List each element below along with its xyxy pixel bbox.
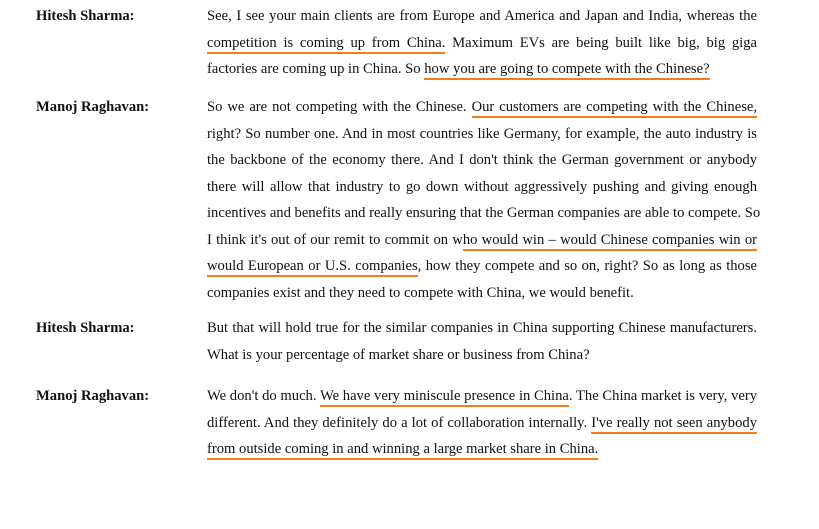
- text-segment: Maximum EVs are being built like big, big giga: [445, 34, 757, 51]
- highlighted-phrase: We have very miniscule presence in China: [320, 388, 569, 407]
- text-line: [207, 200, 761, 227]
- text-segment: What is your percentage of market share or business from China?: [207, 346, 590, 363]
- text-segment: But that will hold true for the similar companies in China supporting Chinese manufacturers.: [207, 320, 757, 336]
- text-segment: right? So number one. And in most countries like Germany, for example, the auto industry is: [207, 125, 757, 142]
- speech-text: [207, 383, 757, 463]
- speech-text: [207, 3, 757, 83]
- text-segment: incentives and benefits and really ensuring that the German companies are able to compete. So: [207, 205, 761, 221]
- text-line: [207, 3, 757, 30]
- speaker-name: Manoj Raghavan:: [36, 388, 150, 404]
- text-segment: See, I see your main clients are from Europe and America and Japan and India, whereas the: [207, 8, 757, 24]
- text-line: [207, 94, 757, 121]
- speaker-name: Hitesh Sharma:: [36, 8, 135, 24]
- text-segment: We don't do much.: [207, 388, 320, 404]
- text-line: [207, 315, 757, 342]
- highlighted-phrase: ho would win – would Chinese companies win or: [463, 232, 757, 251]
- text-line: [207, 436, 757, 463]
- text-line: [207, 383, 757, 410]
- text-segment: different. And they definitely do a lot of collaboration internally.: [207, 414, 592, 431]
- text-line: [207, 174, 757, 201]
- text-line: [207, 410, 757, 437]
- text-line: [207, 147, 757, 174]
- text-segment: . The China market is very, very: [568, 388, 757, 404]
- text-segment: companies exist and they need to compete with China, we would benefit.: [207, 284, 634, 301]
- text-line: [207, 342, 757, 369]
- highlighted-phrase: from outside coming in and winning a large market share in China.: [207, 441, 598, 460]
- speaker-name: Hitesh Sharma:: [36, 320, 135, 336]
- speech-text: [207, 94, 761, 306]
- text-segment: factories are coming up in China. So: [207, 61, 425, 77]
- text-segment: there will allow that industry to go down without aggressively pushing and giving enough: [207, 178, 757, 195]
- text-segment: So we are not competing with the Chinese.: [207, 99, 472, 115]
- highlighted-phrase: I've really not seen anybody: [591, 415, 757, 434]
- text-line: [207, 253, 757, 280]
- text-segment: , how they compete and so on, right? So as long as those: [417, 258, 757, 274]
- text-segment: I think it's out of our remit to commit on w: [207, 231, 463, 248]
- highlighted-phrase: Our customers are competing with the Chinese,: [472, 99, 757, 118]
- speaker-name: Manoj Raghavan:: [36, 99, 150, 115]
- text-line: [207, 121, 757, 148]
- text-line: [207, 56, 757, 83]
- highlighted-phrase: would European or U.S. companies: [207, 258, 418, 277]
- text-line: [207, 30, 757, 57]
- highlighted-phrase: competition is coming up from China.: [207, 35, 445, 54]
- text-line: [207, 280, 757, 307]
- text-segment: the backbone of the economy there. And I don't think the German government or anybody: [207, 152, 757, 168]
- text-line: [207, 227, 757, 254]
- speech-text: [207, 315, 757, 368]
- highlighted-phrase: how you are going to compete with the Chinese?: [424, 61, 709, 80]
